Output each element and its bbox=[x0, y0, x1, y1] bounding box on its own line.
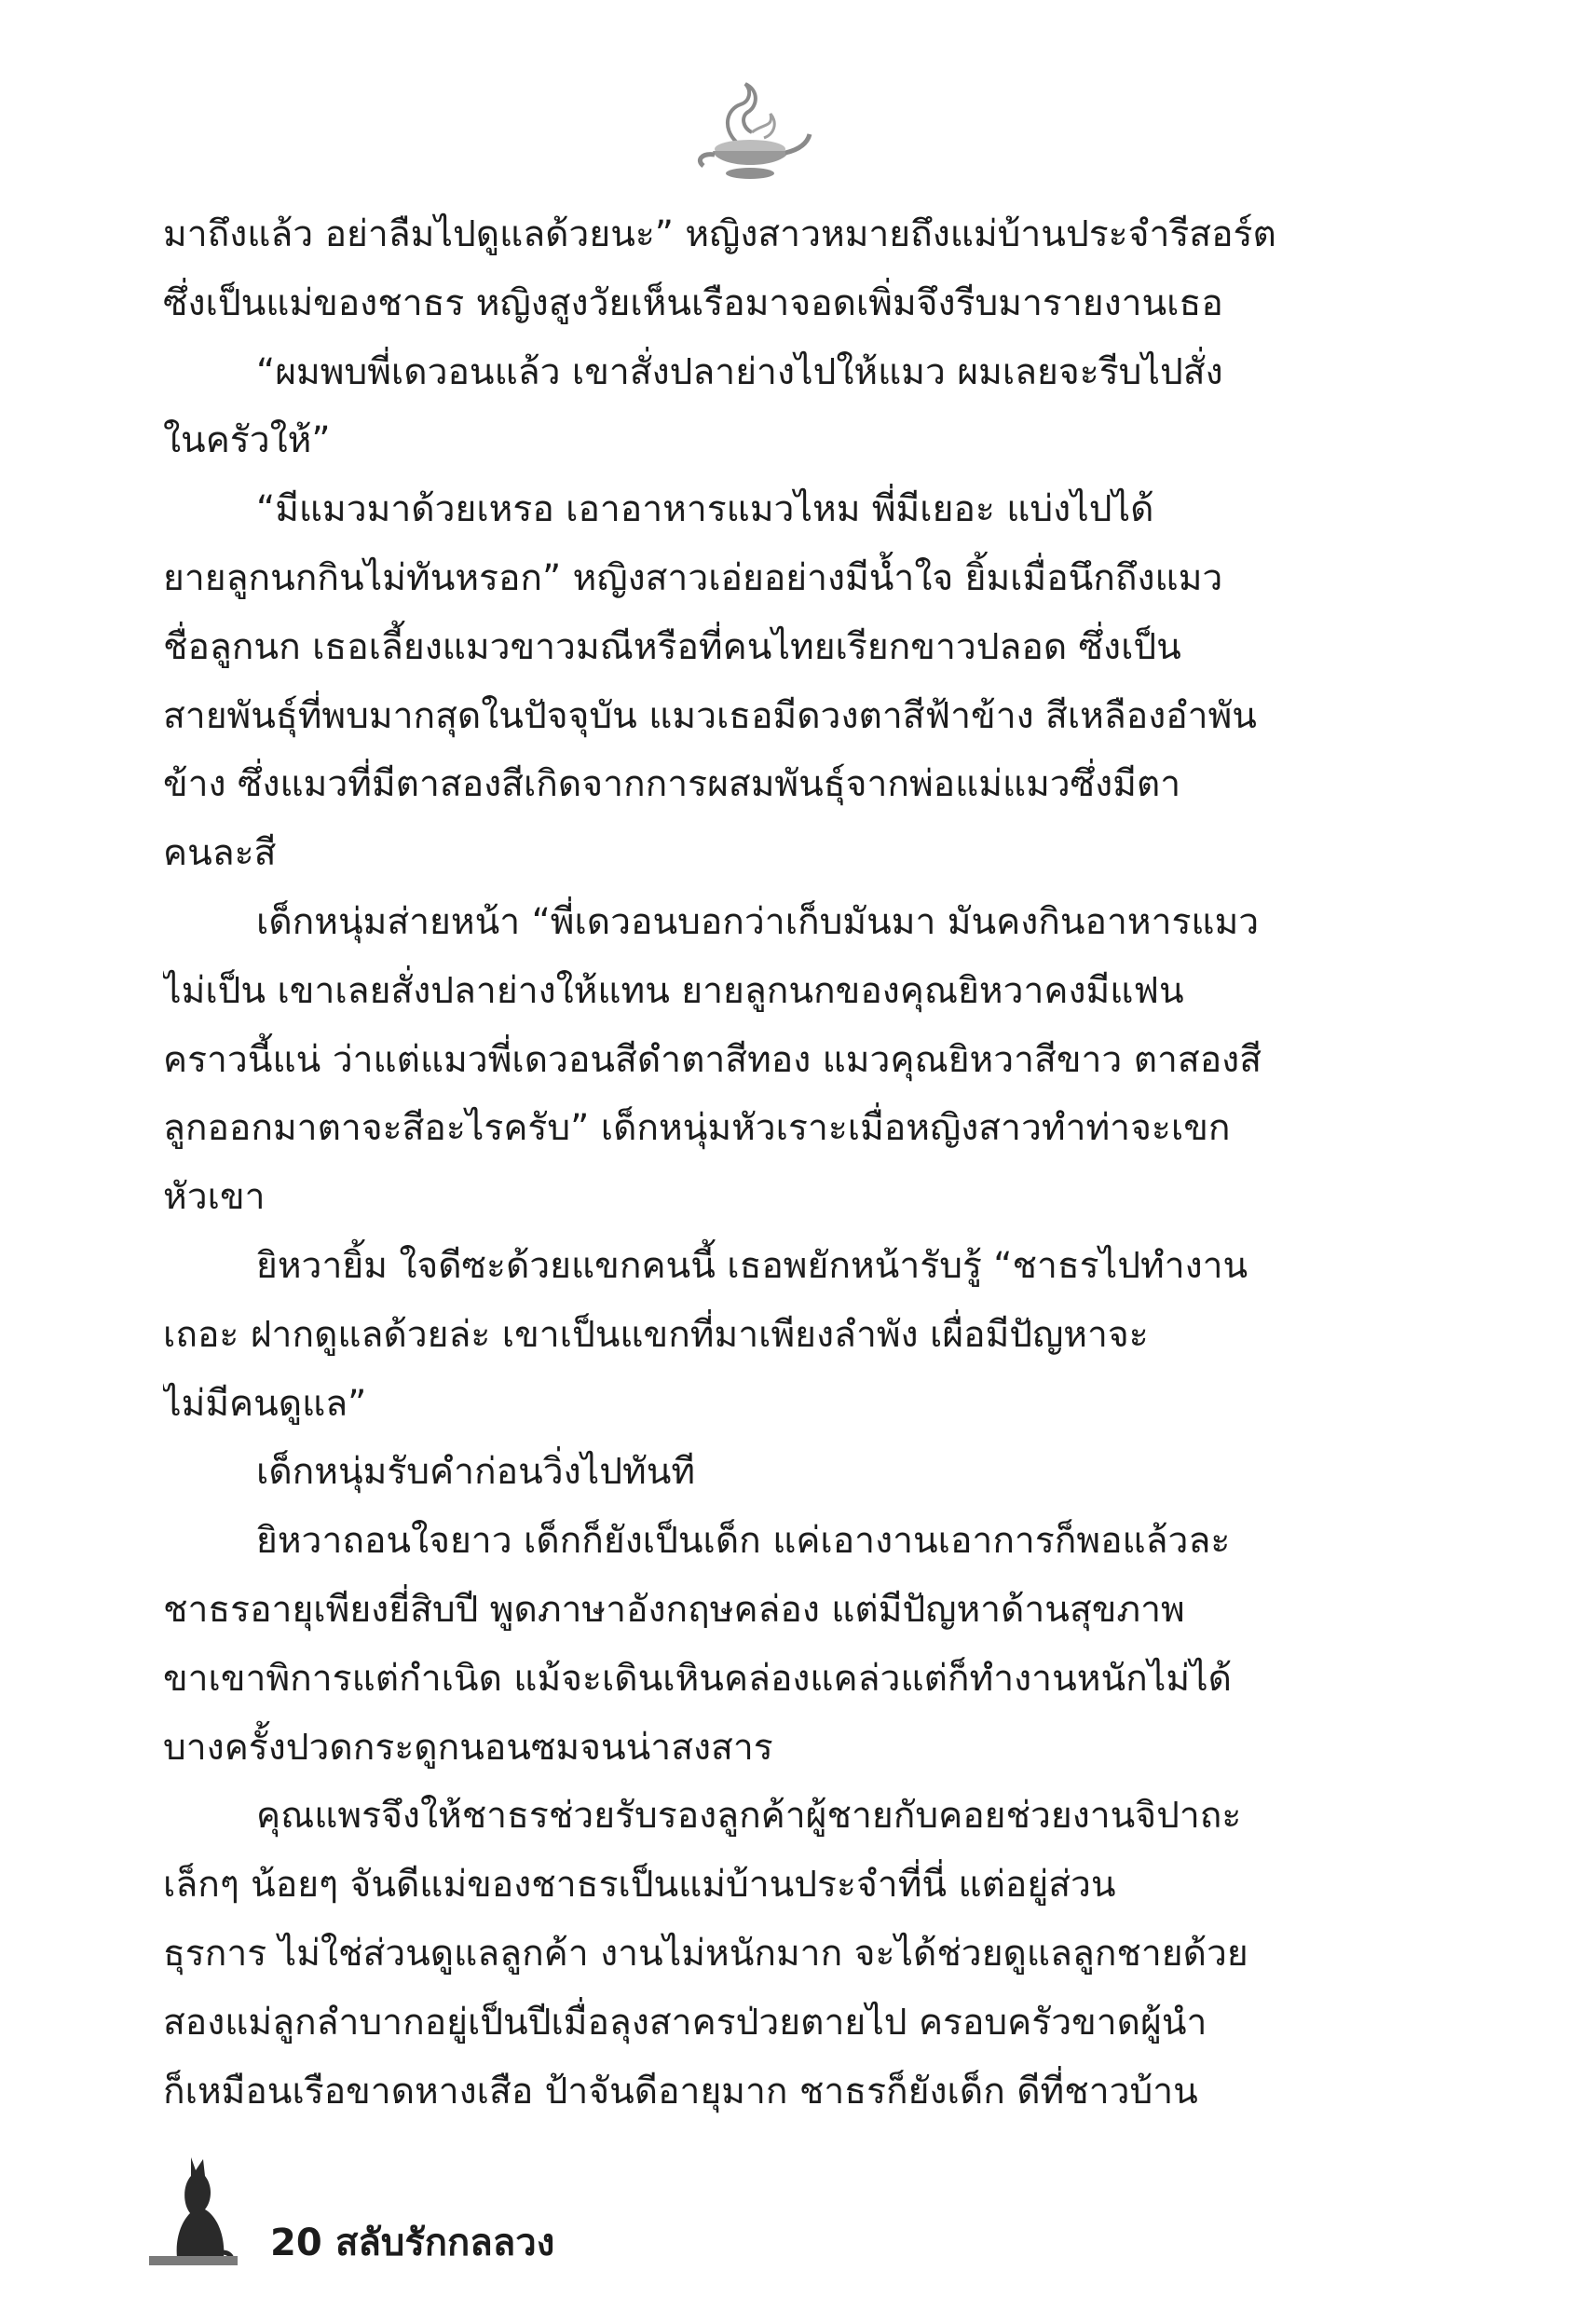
text-line: บางครั้งปวดกระดูกนอนซมจนน่าสงสาร bbox=[163, 1726, 773, 1769]
text-line: สองแม่ลูกลำบากอยู่เป็นปีเมื่อลุงสาครป่วยตายไป ครอบครัวขาดผู้นำ bbox=[163, 2001, 1207, 2044]
text-line: เล็กๆ น้อยๆ จันดีแม่ของชาธรเป็นแม่บ้านประจำที่นี่ แต่อยู่ส่วน bbox=[163, 1864, 1116, 1907]
text-line: ชื่อลูกนก เธอเลี้ยงแมวขาวมณีหรือที่คนไทยเรียกขาวปลอด ซึ่งเป็น bbox=[163, 625, 1181, 668]
text-line: มาถึงแล้ว อย่าลืมไปดูแลด้วยนะ” หญิงสาวหมายถึงแม่บ้านประจำรีสอร์ต bbox=[163, 213, 1276, 255]
text-line: ก็เหมือนเรือขาดหางเสือ ป้าจันดีอายุมาก ชาธรก็ยังเด็ก ดีที่ชาวบ้าน bbox=[163, 2070, 1198, 2113]
text-line: ยิหวายิ้ม ใจดีซะด้วยแขกคนนี้ เธอพยักหน้ารับรู้ “ชาธรไปทำงาน bbox=[256, 1244, 1248, 1287]
text-line: เด็กหนุ่มรับคำก่อนวิ่งไปทันที bbox=[256, 1451, 696, 1494]
book-title: สลับรักกลลวง bbox=[335, 2222, 555, 2264]
text-line: ไม่เป็น เขาเลยสั่งปลาย่างให้แทน ยายลูกนกของคุณยิหวาคงมีแฟน bbox=[163, 969, 1184, 1012]
text-line: คุณแพรจึงให้ชาธรช่วยรับรองลูกค้าผู้ชายกับคอยช่วยงานจิปาถะ bbox=[256, 1795, 1242, 1838]
text-line: เด็กหนุ่มส่ายหน้า “พี่เดวอนบอกว่าเก็บมันมา มันคงกินอาหารแมว bbox=[256, 900, 1260, 943]
text-line: สายพันธุ์ที่พบมากสุดในปัจจุบัน แมวเธอมีดวงตาสีฟ้าข้าง สีเหลืองอำพัน bbox=[163, 694, 1257, 737]
text-line: คนละสี bbox=[163, 832, 277, 875]
text-line: ข้าง ซึ่งแมวที่มีตาสองสีเกิดจากการผสมพันธุ์จากพ่อแม่แมวซึ่งมีตา bbox=[163, 763, 1181, 806]
lamp-ornament-icon bbox=[685, 76, 815, 188]
text-line: “ผมพบพี่เดวอนแล้ว เขาสั่งปลาย่างไปให้แมว ผมเลยจะรีบไปสั่ง bbox=[256, 350, 1223, 393]
text-line: “มีแมวมาด้วยเหรอ เอาอาหารแมวไหม พี่มีเยอะ แบ่งไปได้ bbox=[256, 488, 1154, 531]
text-line: ยิหวาถอนใจยาว เด็กก็ยังเป็นเด็ก แค่เอางานเอาการก็พอแล้วละ bbox=[256, 1520, 1231, 1563]
text-line: ลูกออกมาตาจะสีอะไรครับ” เด็กหนุ่มหัวเราะเมื่อหญิงสาวทำท่าจะเขก bbox=[163, 1107, 1231, 1150]
text-line: ธุรการ ไม่ใช่ส่วนดูแลลูกค้า งานไม่หนักมาก จะได้ช่วยดูแลลูกชายด้วย bbox=[163, 1932, 1248, 1975]
text-line: หัวเขา bbox=[163, 1176, 266, 1219]
text-line: ขาเขาพิการแต่กำเนิด แม้จะเดินเหินคล่องแคล่วแต่ก็ทำงานหนักไม่ได้ bbox=[163, 1657, 1232, 1700]
page-number: 20 bbox=[270, 2222, 322, 2264]
text-line: ชาธรอายุเพียงยี่สิบปี พูดภาษาอังกฤษคล่อง แต่มีปัญหาด้านสุขภาพ bbox=[163, 1588, 1185, 1631]
text-line: เถอะ ฝากดูแลด้วยล่ะ เขาเป็นแขกที่มาเพียงลำพัง เผื่อมีปัญหาจะ bbox=[163, 1313, 1149, 1356]
text-line: ซึ่งเป็นแม่ของชาธร หญิงสูงวัยเห็นเรือมาจอดเพิ่มจึงรีบมารายงานเธอ bbox=[163, 281, 1223, 324]
page-footer bbox=[149, 2148, 801, 2278]
text-line: คราวนี้แน่ ว่าแต่แมวพี่เดวอนสีดำตาสีทอง แมวคุณยิหวาสีขาว ตาสองสี bbox=[163, 1038, 1262, 1081]
body-text bbox=[163, 200, 1346, 2126]
text-line: ไม่มีคนดูแล” bbox=[163, 1382, 367, 1425]
text-line: ในครัวให้” bbox=[163, 419, 331, 462]
cat-icon bbox=[149, 2148, 238, 2278]
text-line: ยายลูกนกกินไม่ทันหรอก” หญิงสาวเอ่ยอย่างมีน้ำใจ ยิ้มเมื่อนึกถึงแมว bbox=[163, 556, 1223, 599]
